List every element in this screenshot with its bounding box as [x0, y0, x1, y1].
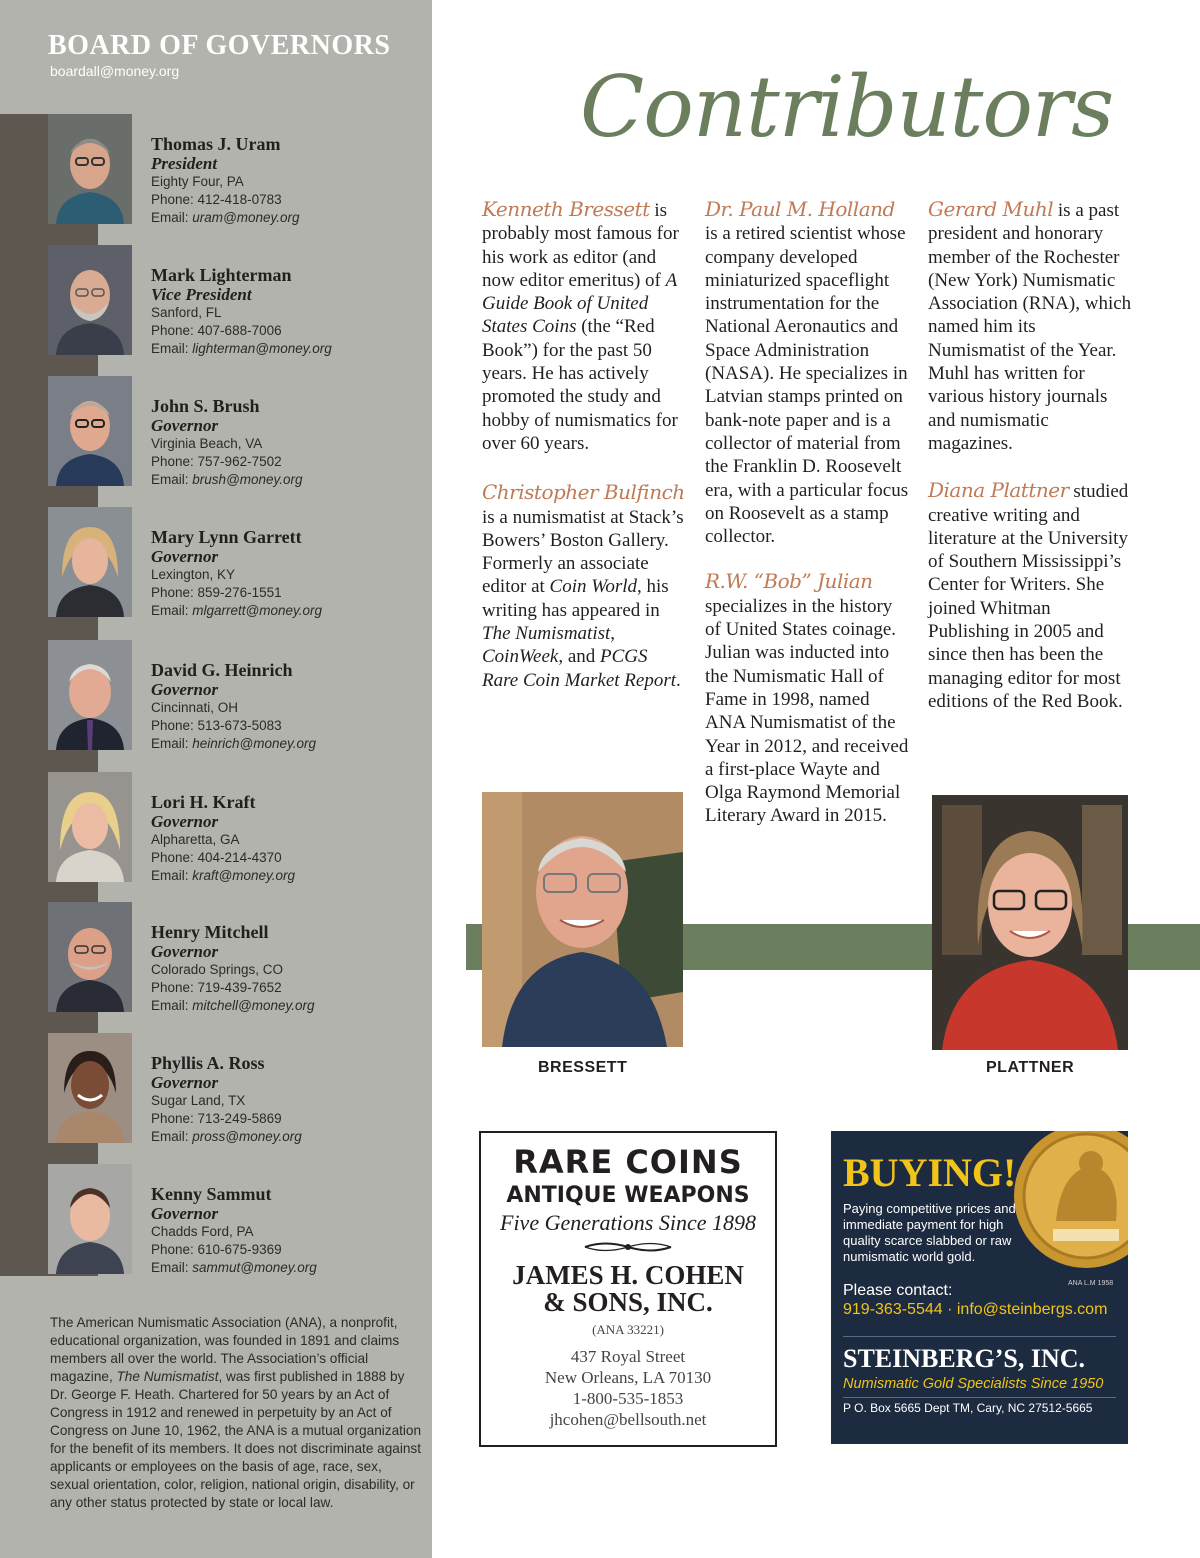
governor-phone: Phone: 859-276-1551 — [151, 585, 282, 600]
governor-email-line — [151, 997, 426, 1015]
governor-email[interactable]: sammut@money.org — [192, 1260, 317, 1275]
governor-email-line — [151, 471, 426, 489]
contributors-column — [482, 198, 687, 710]
governor-card — [48, 640, 428, 752]
cohen-advertisement[interactable] — [479, 1131, 777, 1447]
governor-photo — [48, 1164, 132, 1274]
divider — [843, 1336, 1116, 1337]
governor-role: Governor — [151, 1073, 219, 1092]
ornament-icon — [583, 1240, 673, 1254]
ad-city: New Orleans, LA 70130 — [544, 1368, 712, 1387]
bio-text: is a retired scientist whose company developed miniaturized spaceflight instrumentation for the National Aeronautics and Space Administration (NASA). He specializes in Latvian stamps printed on bank-note paper and is a collector of material from the Franklin D. Roosevelt era, with a particular focus on Roosevelt as a stamp collector. — [705, 223, 909, 548]
ad-contact-label: Please contact: — [843, 1282, 953, 1299]
governor-email[interactable]: uram@money.org — [192, 210, 300, 225]
email-label: Email: — [151, 341, 193, 356]
email-label: Email: — [151, 868, 193, 883]
governor-phone: Phone: 713-249-5869 — [151, 1111, 282, 1126]
governor-role: Vice President — [151, 285, 252, 304]
governor-phone: Phone: 719-439-7652 — [151, 980, 282, 995]
publication-title: Coin World — [549, 576, 637, 598]
ad-ana-number: (ANA 33221) — [592, 1322, 664, 1337]
governor-email-line — [151, 602, 426, 620]
governor-phone: Phone: 412-418-0783 — [151, 192, 282, 207]
contributor-bio — [482, 198, 687, 455]
governor-email-line — [151, 209, 426, 227]
governor-role: Governor — [151, 1204, 219, 1223]
contributor-name: Gerard Muhl — [928, 197, 1054, 221]
email-label: Email: — [151, 472, 193, 487]
governor-photo — [48, 376, 132, 486]
governor-role: Governor — [151, 680, 219, 699]
publication-title: The Numismatist — [482, 623, 611, 645]
book-title: A Guide Book of United States Coins — [482, 269, 677, 338]
board-sidebar — [0, 0, 432, 1558]
ad-address: P O. Box 5665 Dept TM, Cary, NC 27512-5665 — [843, 1401, 1093, 1415]
page-title: Contributors — [580, 58, 1114, 156]
ad-company: JAMES H. COHEN — [512, 1260, 744, 1290]
governor-name: Henry Mitchell — [151, 922, 269, 942]
governor-email-line — [151, 867, 426, 885]
magazine-title: The Numismatist — [116, 1369, 219, 1384]
governor-phone: Phone: 610-675-9369 — [151, 1242, 282, 1257]
governor-location: Lexington, KY — [151, 567, 236, 582]
governor-photo — [48, 1033, 132, 1143]
governor-location: Chadds Ford, PA — [151, 1224, 254, 1239]
ana-desc-text: The American Numismatic Association (ANA), a nonprofit, educational organization, was founded in 1891 and claims members all over the world. The Association’s official magazine, — [50, 1315, 400, 1384]
contributor-bio — [705, 570, 910, 827]
contributors-column — [705, 198, 910, 846]
governor-name: Phyllis A. Ross — [151, 1053, 265, 1073]
email-label: Email: — [151, 736, 193, 751]
bio-text: , — [610, 623, 616, 645]
governor-location: Colorado Springs, CO — [151, 962, 284, 977]
bio-text: , and — [558, 646, 601, 668]
ad-company: & SONS, INC. — [543, 1287, 713, 1317]
plattner-photo — [932, 795, 1128, 1050]
governor-name: Kenny Sammut — [151, 1184, 272, 1204]
bio-text: is probably most famous for his work as editor (and now editor emeritus) of — [482, 200, 679, 291]
governor-phone: Phone: 404-214-4370 — [151, 850, 282, 865]
governor-phone: Phone: 407-688-7006 — [151, 323, 282, 338]
publication-title: CoinWeek — [482, 646, 559, 668]
contributor-bio — [705, 198, 910, 548]
ad-address — [481, 1346, 775, 1430]
governor-location: Cincinnati, OH — [151, 700, 239, 715]
governor-card — [48, 1033, 428, 1145]
governor-phone: Phone: 513-673-5083 — [151, 718, 282, 733]
governor-photo — [48, 114, 132, 224]
bio-text: (the “Red Book”) for the past 50 years. He has actively promoted the study and hobby of numismatics for over 60 years. — [482, 316, 678, 454]
contributor-bio — [928, 479, 1133, 713]
bio-text: . — [676, 669, 681, 691]
governor-email[interactable]: brush@money.org — [192, 472, 303, 487]
governor-email[interactable]: mlgarrett@money.org — [192, 603, 323, 618]
governor-name: Thomas J. Uram — [151, 134, 281, 154]
governor-role: President — [151, 154, 218, 173]
ad-phone: 1-800-535-1853 — [572, 1389, 684, 1408]
ad-tagline: Five Generations Since 1898 — [500, 1210, 756, 1235]
governor-card — [48, 245, 428, 357]
bio-text: studied creative writing and literature at the University of Southern Mississippi’s Center for Writers. She joined Whitman Publishing in 2005 and since then has been the managing editor for most editions of the Red Book. — [928, 481, 1129, 712]
governor-role: Governor — [151, 416, 219, 435]
governor-name: David G. Heinrich — [151, 660, 293, 680]
governor-email-line — [151, 735, 426, 753]
email-label: Email: — [151, 603, 193, 618]
ad-company: STEINBERG’S, INC. — [843, 1344, 1086, 1373]
governor-photo — [48, 640, 132, 750]
governor-location: Eighty Four, PA — [151, 174, 244, 189]
ad-tagline: Numismatic Gold Specialists Since 1950 — [843, 1376, 1104, 1392]
governor-role: Governor — [151, 812, 219, 831]
governor-name: Mary Lynn Garrett — [151, 527, 302, 547]
contributor-name: Kenneth Bressett — [482, 197, 650, 221]
email-label: Email: — [151, 1260, 193, 1275]
ad-subheadline: ANTIQUE WEAPONS — [506, 1183, 750, 1208]
governor-photo — [48, 245, 132, 355]
governor-name: John S. Brush — [151, 396, 260, 416]
contributor-name: R.W. “Bob” Julian — [705, 569, 873, 594]
governor-photo — [48, 507, 132, 617]
governor-email-line — [151, 340, 426, 358]
governor-location: Sugar Land, TX — [151, 1093, 246, 1108]
steinberg-advertisement[interactable] — [831, 1131, 1128, 1444]
governor-card — [48, 772, 428, 884]
bio-text: is a numismatist at Stack’s Bowers’ Boston Gallery. Formerly an associate editor at — [482, 506, 684, 598]
bio-text: specializes in the history of United States coinage. Julian was inducted into the Numismatic Hall of Fame in 1998, named ANA Numismatist of the Year in 2012, and received a first-place Wayte and Olga Raymond Memorial Literary Award in 2015. — [705, 595, 909, 827]
ad-headline: BUYING! — [843, 1150, 1017, 1195]
ad-email[interactable]: jhcohen@bellsouth.net — [549, 1410, 707, 1429]
bio-text: is a past president and honorary member of the Rochester (New York) Numismatic Association (RNA), which named him its Numismatist of the Year. Muhl has written for various history journals and numismatic magazines. — [928, 200, 1132, 454]
photo-caption: PLATTNER — [986, 1059, 1075, 1076]
governor-email[interactable]: lighterman@money.org — [192, 341, 332, 356]
governor-location: Sanford, FL — [151, 305, 222, 320]
contributor-bio — [928, 198, 1133, 455]
governor-phone: Phone: 757-962-7502 — [151, 454, 282, 469]
ad-headline: RARE COINS — [513, 1143, 743, 1181]
governor-card — [48, 902, 428, 1014]
governor-name: Lori H. Kraft — [151, 792, 256, 812]
governor-email[interactable]: kraft@money.org — [192, 868, 296, 883]
governor-card — [48, 507, 428, 619]
email-label: Email: — [151, 210, 193, 225]
governor-email[interactable]: mitchell@money.org — [192, 998, 315, 1013]
contributor-bio — [482, 481, 687, 692]
board-title: BOARD OF GOVERNORS — [48, 30, 391, 61]
governor-card — [48, 114, 428, 226]
email-label: Email: — [151, 998, 193, 1013]
email-label: Email: — [151, 1129, 193, 1144]
coin-label: ANA L.M 1958 — [1068, 1280, 1114, 1287]
governor-photo — [48, 772, 132, 882]
governor-location: Virginia Beach, VA — [151, 436, 263, 451]
governor-role: Governor — [151, 942, 219, 961]
contributor-name: Dr. Paul M. Holland — [705, 197, 895, 221]
governor-email-line — [151, 1259, 426, 1277]
photo-caption: BRESSETT — [538, 1059, 628, 1076]
board-email[interactable]: boardall@money.org — [50, 63, 180, 79]
bio-text: , his writing has appeared in — [482, 576, 669, 621]
governor-email[interactable]: heinrich@money.org — [192, 736, 317, 751]
ad-contact[interactable]: 919-363-5544 · info@steinbergs.com — [843, 1301, 1108, 1318]
contributor-name: Diana Plattner — [928, 478, 1069, 503]
ana-description — [50, 1314, 422, 1512]
governor-role: Governor — [151, 547, 219, 566]
contributors-column — [928, 198, 1133, 731]
governor-card — [48, 376, 428, 488]
ad-street: 437 Royal Street — [570, 1347, 686, 1366]
ana-desc-text: , was first published in 1888 by Dr. George F. Heath. Chartered for 50 years by an Act of Congress in 1912 and renewed in perpetuity by an Act of Congress on June 10, 1962, the ANA is a mutual organization for the benefit of its members. It does not discriminate against applicants or employees on the basis of age, race, sex, sexual orientation, color, religion, national origin, disability, or any other status protected by state or local law. — [50, 1369, 422, 1510]
ad-description: Paying competitive prices and immediate payment for high quality scarce slabbed or raw numismatic world gold. — [843, 1201, 1016, 1264]
governor-location: Alpharetta, GA — [151, 832, 240, 847]
governor-name: Mark Lighterman — [151, 265, 292, 285]
bressett-photo — [482, 792, 683, 1047]
contributor-name: Christopher Bulfinch — [482, 480, 685, 505]
divider — [843, 1397, 1116, 1398]
governor-card — [48, 1164, 428, 1276]
governor-email-line — [151, 1128, 426, 1146]
governor-photo — [48, 902, 132, 1012]
publication-title: PCGS Rare Coin Market Report — [482, 646, 677, 691]
governor-email[interactable]: pross@money.org — [192, 1129, 302, 1144]
